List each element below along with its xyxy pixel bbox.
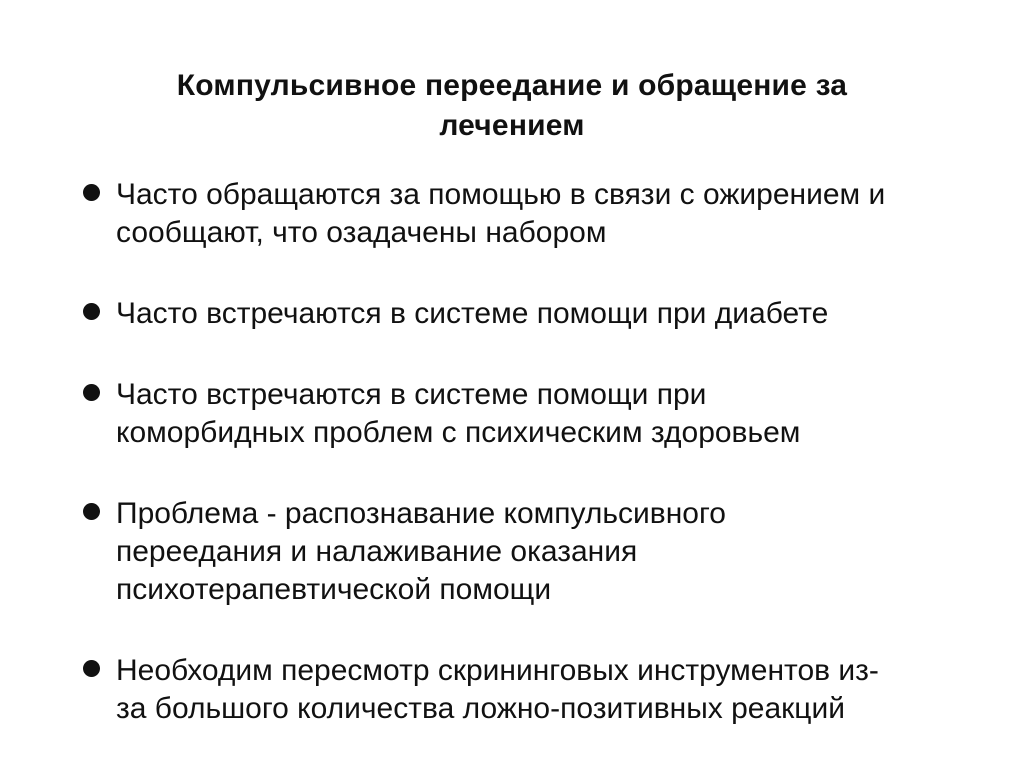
bullet-item-2 (116, 295, 976, 333)
bullet-dot-icon (83, 303, 100, 320)
bullet-item-3 (116, 376, 976, 452)
bullet-dot-icon (83, 184, 100, 201)
bullet-4-line-2: переедания и налаживание оказания (116, 535, 638, 568)
bullet-item-4 (116, 495, 976, 609)
bullet-3-line-2: коморбидных проблем с психическим здоровьем (116, 416, 801, 449)
bullet-item-1 (116, 176, 976, 252)
bullet-4-line-1: Проблема - распознавание компульсивного (116, 497, 726, 530)
bullet-dot-icon (83, 384, 100, 401)
bullet-5-line-1: Необходим пересмотр скрининговых инструментов из- (116, 654, 879, 687)
bullet-5-line-2: за большого количества ложно-позитивных реакций (116, 692, 845, 725)
bullet-2-line-1: Часто встречаются в системе помощи при диабете (116, 297, 829, 330)
bullet-dot-icon (83, 660, 100, 677)
slide-title-line-1: Компульсивное переедание и обращение за (176, 69, 848, 102)
bullet-4-line-3: психотерапевтической помощи (116, 573, 552, 606)
bullet-1-line-1: Часто обращаются за помощью в связи с ожирением и (116, 178, 886, 211)
bullet-dot-icon (83, 503, 100, 520)
bullet-3-line-1: Часто встречаются в системе помощи при (116, 378, 707, 411)
slide-title-line-2: лечением (439, 109, 585, 142)
bullet-1-line-2: сообщают, что озадачены набором (116, 216, 607, 249)
bullet-item-5 (116, 652, 976, 728)
